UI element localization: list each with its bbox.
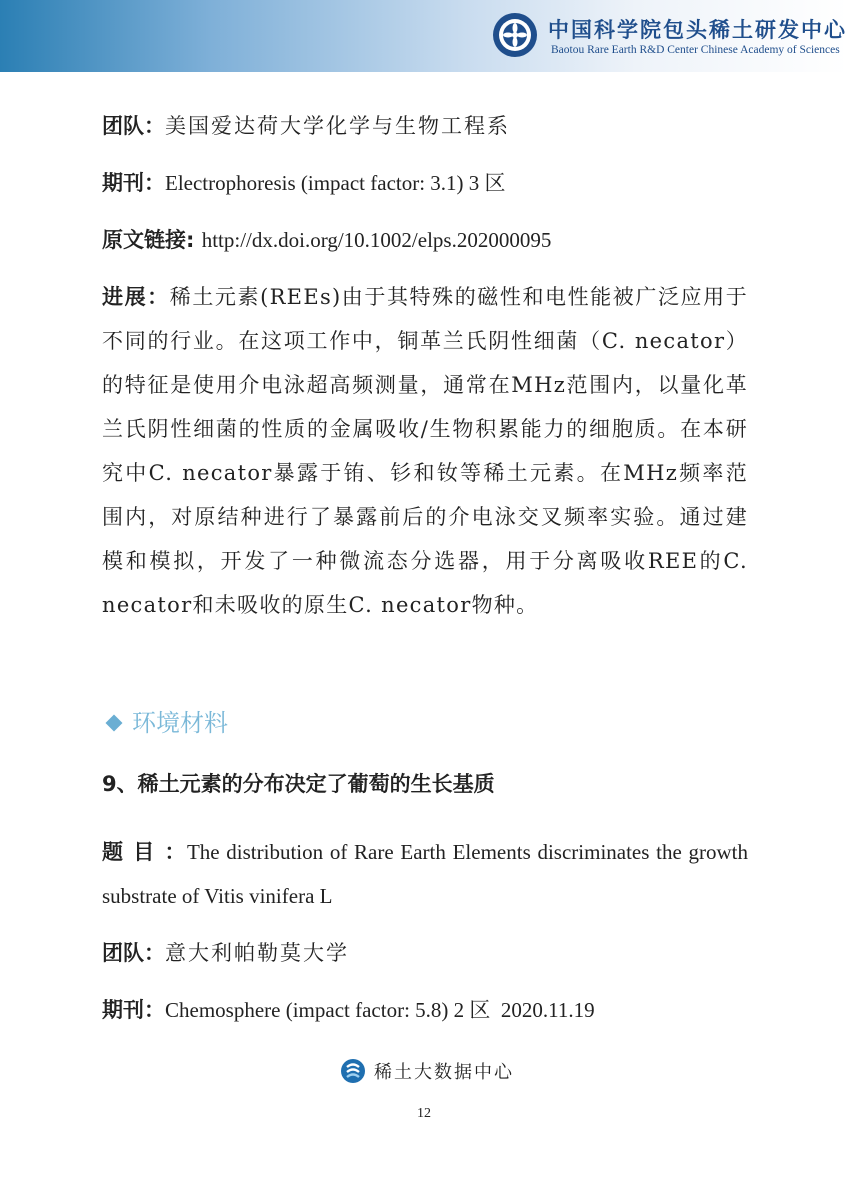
- journal-value: Electrophoresis (impact factor: 3.1) 3 区: [165, 171, 506, 195]
- journal-label: 期刊：: [102, 171, 165, 195]
- journal-label-2: 期刊：: [102, 998, 165, 1022]
- journal-value-2: Chemosphere (impact factor: 5.8) 2 区 2020.11.19: [165, 998, 595, 1022]
- footer-text: 稀土大数据中心: [374, 1062, 514, 1083]
- progress-field: [102, 275, 748, 627]
- title-field: [102, 830, 748, 918]
- journal-field-2: [102, 988, 748, 1032]
- header-title: 中国科学院包头稀土研发中心: [548, 18, 847, 42]
- title-value: The distribution of Rare Earth Elements discriminates the growth substrate of Vitis vinifera L: [102, 840, 748, 908]
- link-field: [102, 218, 748, 262]
- big-data-center-logo-icon: [340, 1058, 366, 1084]
- team-field-2: [102, 931, 748, 975]
- doi-link[interactable]: http://dx.doi.org/10.1002/elps.202000095: [201, 228, 552, 252]
- article-2: [102, 830, 748, 1045]
- diamond-bullet-icon: [106, 714, 123, 731]
- section-heading: [102, 703, 228, 738]
- article-2-heading: 9、稀土元素的分布决定了葡萄的生长基质: [102, 772, 495, 796]
- link-label: 原文链接:: [102, 228, 202, 252]
- header-subtitle: Baotou Rare Earth R&D Center Chinese Academy of Sciences: [551, 44, 840, 56]
- progress-label: 进展：: [102, 285, 170, 309]
- page-header: [0, 0, 848, 72]
- article-1: [102, 104, 748, 640]
- page-number: 12: [417, 1106, 431, 1121]
- cas-logo-icon: [492, 12, 538, 58]
- title-label: 题 目 ：: [102, 840, 187, 864]
- section-title: 环境材料: [132, 709, 228, 737]
- team-label: 团队：: [102, 114, 165, 138]
- team-value: 美国爱达荷大学化学与生物工程系: [165, 114, 510, 138]
- page-footer: [340, 1056, 514, 1086]
- team-field: [102, 104, 748, 148]
- progress-text: 稀土元素(REEs)由于其特殊的磁性和电性能被广泛应用于不同的行业。在这项工作中，铜革兰氏阴性细菌（C. necator）的特征是使用介电泳超高频测量，通常在MHz范围内，以量化革兰氏阴性细菌的性质的金属吸收/生物积累能力的细胞质。在本研究中C. necator暴露于铕、钐和钕等稀土元素。在MHz频率范围内，对原结种进行了暴露前后的介电泳交叉频率实验。通过建模和模拟，开发了一种微流态分选器，用于分离吸收REE的C. necator和未吸收的原生C. necator物种。: [102, 285, 748, 617]
- team-label-2: 团队：: [102, 941, 165, 965]
- journal-field: [102, 161, 748, 205]
- team-value-2: 意大利帕勒莫大学: [165, 941, 349, 965]
